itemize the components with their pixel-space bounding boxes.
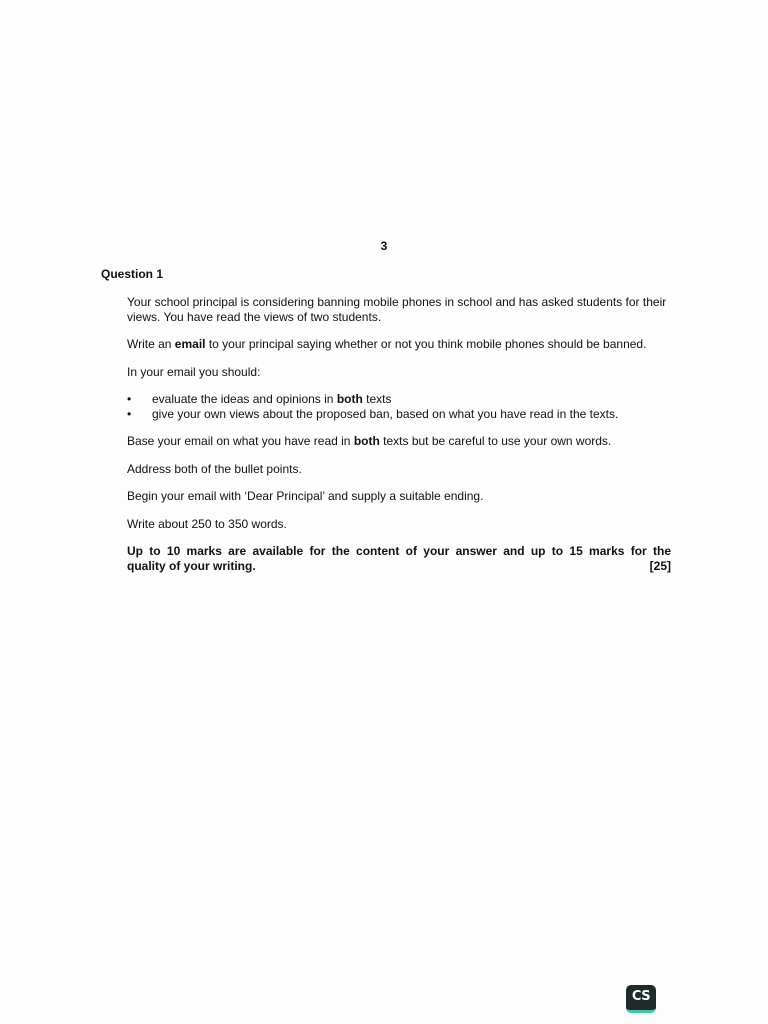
bullet1-pre: evaluate the ideas and opinions in: [152, 392, 337, 406]
bullet1-post: texts: [362, 392, 392, 406]
words-paragraph: Write about 250 to 350 words.: [127, 516, 287, 531]
base-text-pre: Base your email on what you have read in: [127, 434, 354, 448]
bullet-icon: •: [127, 392, 132, 406]
task-text-pre: Write an: [127, 337, 175, 351]
marks-quality-text: quality of your writing.: [127, 558, 256, 573]
bullet-icon: •: [127, 406, 132, 421]
bullet-item: [127, 407, 671, 422]
task-text-bold: email: [174, 337, 206, 351]
intro-paragraph: Your school principal is considering banning mobile phones in school and has asked students for their views. You have read the views of two students.: [127, 295, 667, 324]
task-paragraph: [127, 337, 671, 352]
bullet2-text: give your own views about the proposed ban, based on what you have read in the texts.: [152, 406, 619, 421]
address-paragraph: Address both of the bullet points.: [127, 461, 302, 476]
marks-line-2: [127, 559, 671, 574]
base-text-post: texts but be careful to use your own words.: [379, 434, 612, 448]
page-number: 3: [380, 239, 388, 253]
base-text-bold: both: [353, 434, 380, 448]
bullet-list: [127, 392, 671, 421]
base-paragraph: [127, 434, 671, 449]
bullet-item: [127, 392, 671, 407]
camscanner-logo-icon: CS: [626, 985, 656, 1013]
question-heading: Question 1: [101, 267, 164, 281]
marks-line-1: Up to 10 marks are available for the content of your answer and up to 15 marks for the: [127, 544, 671, 558]
marks-total: [25]: [649, 558, 671, 573]
task-text-post: to your principal saying whether or not you think mobile phones should be banned.: [205, 337, 647, 351]
bullet1-bold: both: [336, 392, 363, 406]
begin-paragraph: Begin your email with ‘Dear Principal’ and supply a suitable ending.: [127, 489, 484, 503]
should-paragraph: In your email you should:: [127, 364, 261, 379]
question-body: [127, 295, 671, 573]
